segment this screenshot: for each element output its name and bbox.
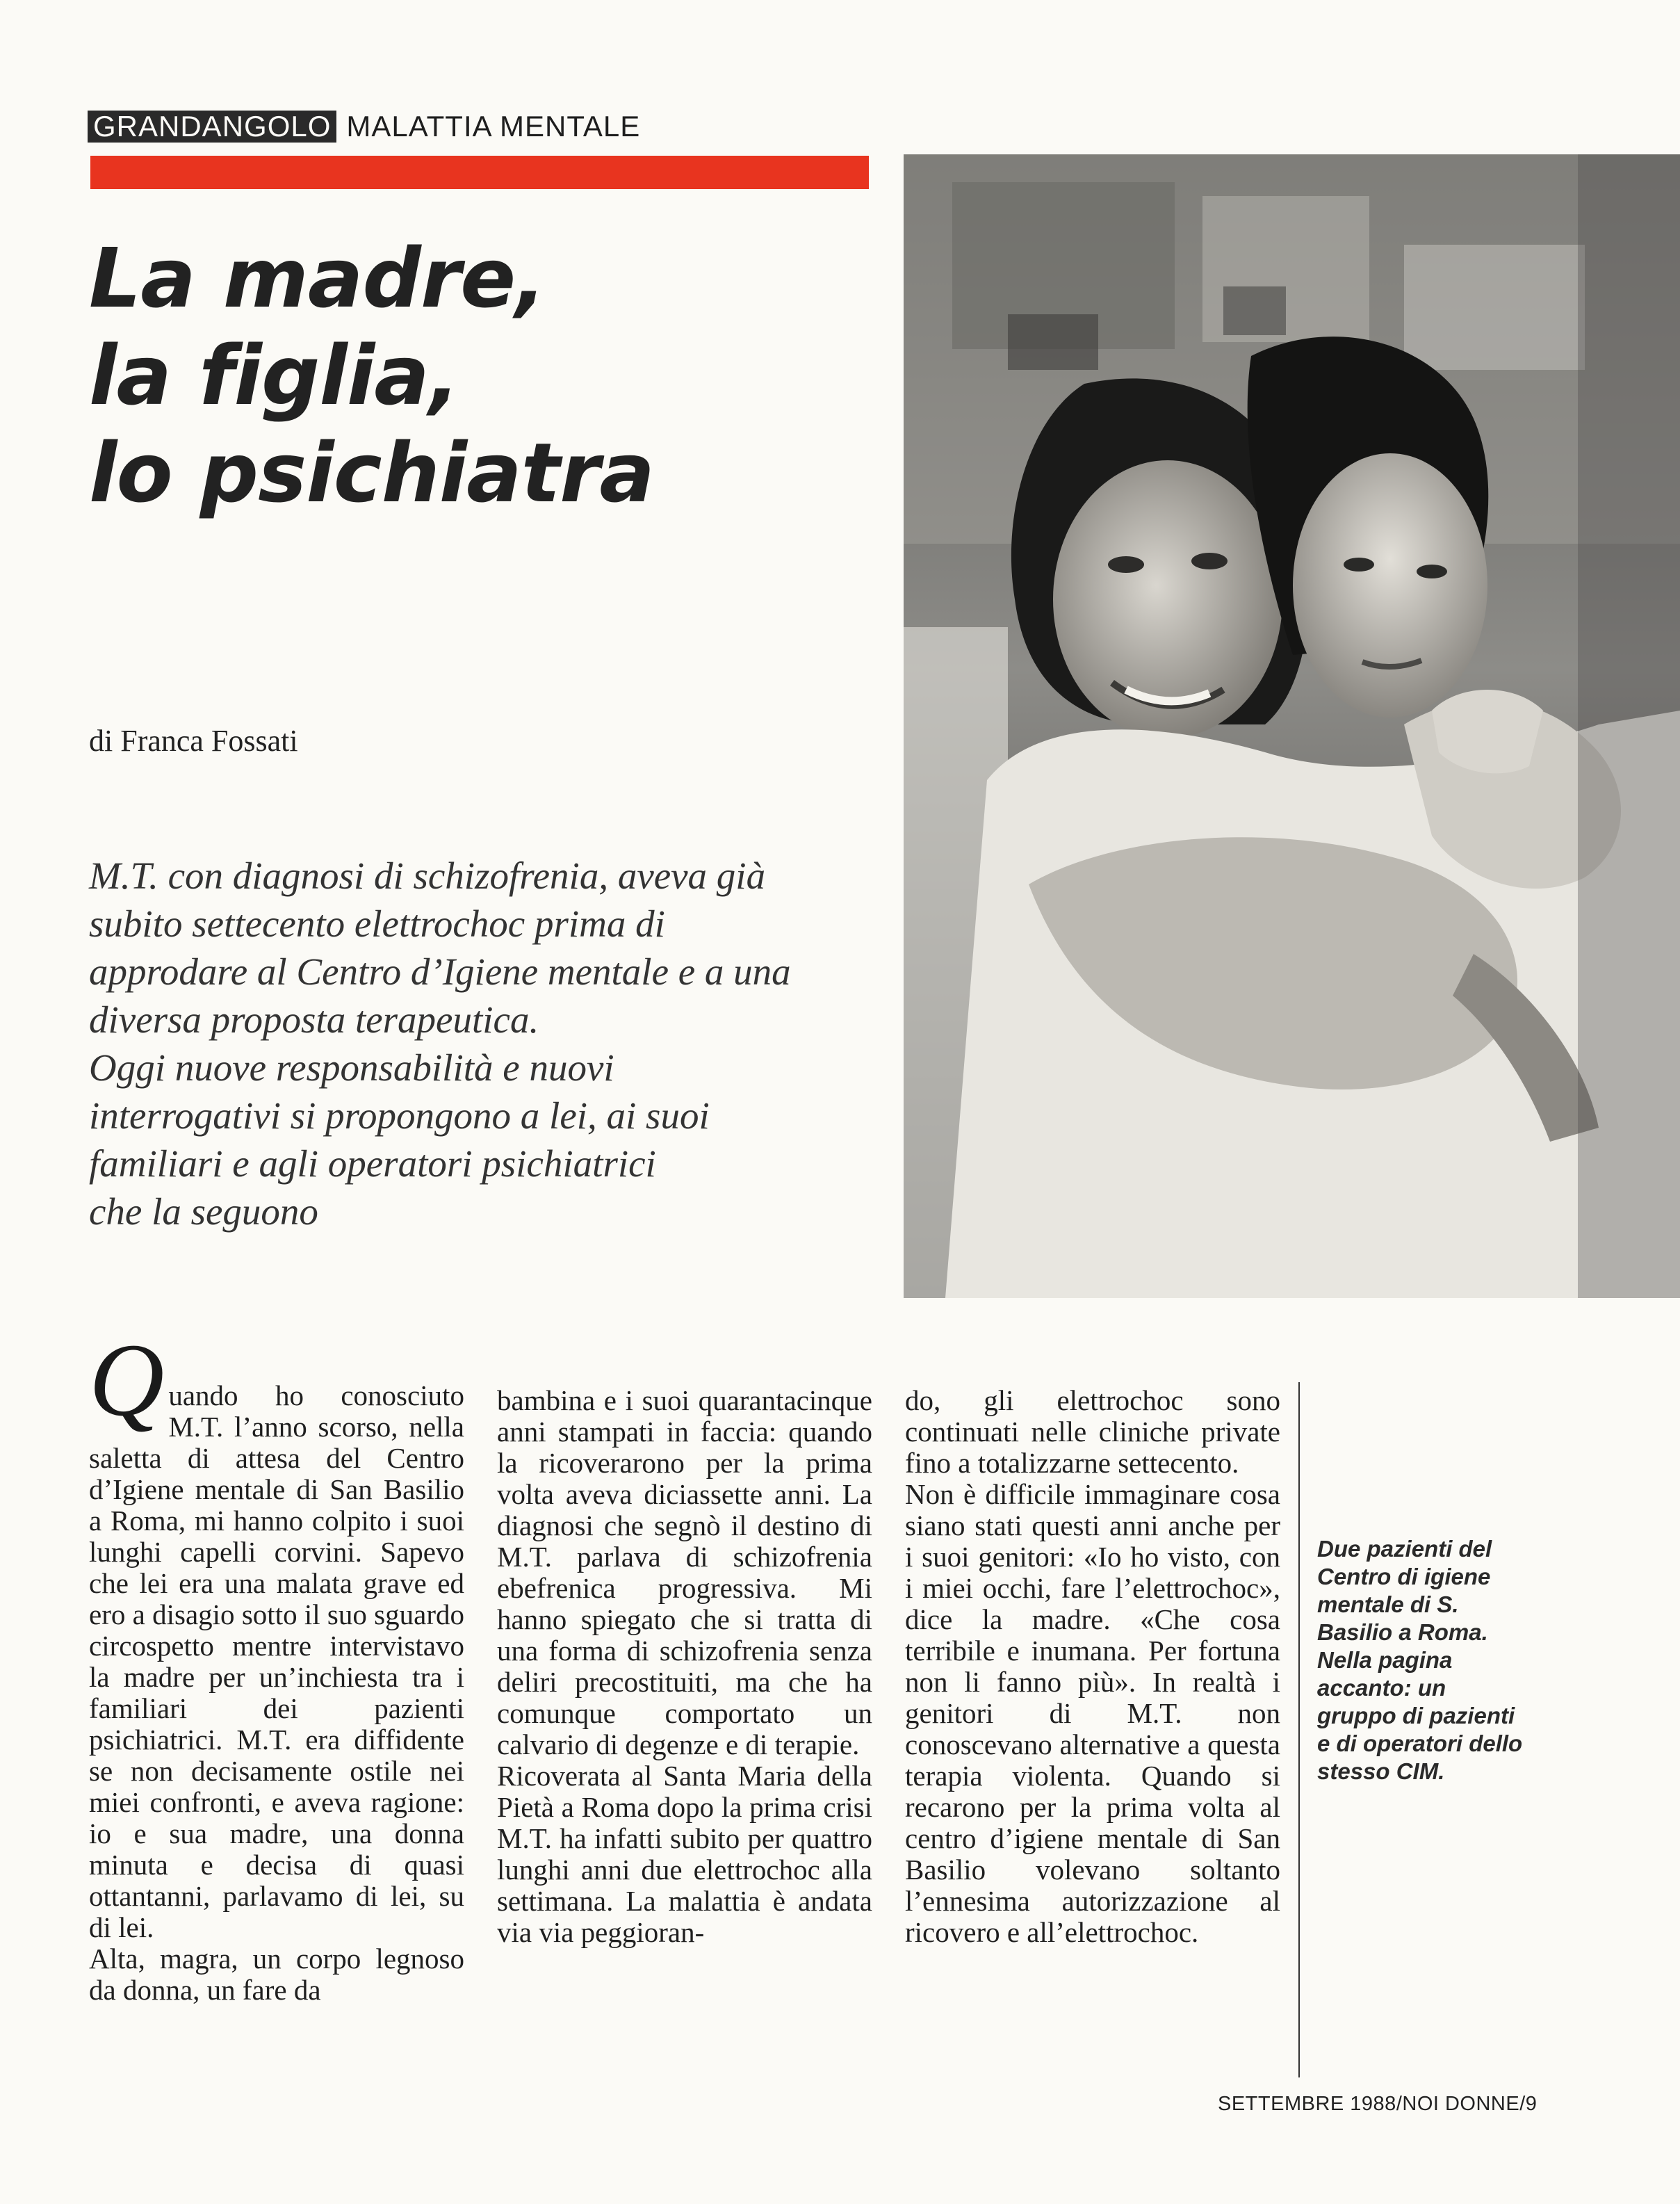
body-column-1 — [89, 1322, 464, 2006]
photo-caption: Due pazienti del Centro di igiene mentale di S. Basilio a Roma. Nella pagina accanto: un gruppo di pazienti e di operatori dello stesso CIM. — [1317, 1536, 1523, 1784]
headline-line-2: la figlia, — [89, 327, 459, 423]
body-column-3 — [905, 1385, 1280, 1948]
section-tag — [88, 108, 640, 145]
lead-line: che la seguono — [89, 1190, 318, 1233]
body-paragraph: Ricoverata al Santa Maria della Pietà a Roma dopo la prima crisi M.T. ha infatti subito per quattro lunghi anni due elettrochoc alla settimana. La malattia è andata via via peggioran- — [497, 1760, 872, 1948]
lead-line: Oggi nuove responsabilità e nuovi — [89, 1046, 614, 1089]
column-divider — [1298, 1382, 1300, 2077]
lead-line: interrogativi si propongono a lei, ai suoi — [89, 1094, 710, 1137]
lead-line: approdare al Centro d’Igiene mentale e a una — [89, 950, 791, 993]
lead-line: diversa proposta terapeutica. — [89, 998, 539, 1041]
lead-paragraph — [89, 852, 881, 1235]
body-paragraph: bambina e i suoi quarantacinque anni stampati in faccia: quando la ricoverarono per la prima volta aveva diciassette anni. La diagnosi che segnò il destino di M.T. parlava di schizofrenia ebefrenica progressiva. Mi hanno spiegato che si tratta di una forma di schizofrenia senza deliri precostituiti, ma che ha comunque comportato un calvario di degenze e di terapie. — [497, 1384, 872, 1760]
lead-line: subito settecento elettrochoc prima di — [89, 902, 665, 945]
drop-cap: Q — [89, 1322, 165, 1438]
body-paragraph: uando ho conosciuto M.T. l’anno scorso, nella saletta di attesa del Centro d’Igiene mentale di San Basilio a Roma, mi hanno colpito i suoi lunghi capelli corvini. Sapevo che lei era una malata grave ed ero a disagio sotto il suo sguardo circospetto mentre intervistavo la madre per un’inchiesta tra i familiari dei pazienti psichiatrici. M.T. era diffidente se non decisamente ostile nei miei confronti, e aveva ragione: io e sua madre, una donna minuta e decisa di quasi ottantanni, parlavamo di lei, su di lei. — [89, 1379, 464, 1943]
headline-line-3: lo psichiatra — [89, 425, 654, 521]
byline: di Franca Fossati — [89, 724, 298, 758]
body-column-2 — [497, 1385, 872, 1948]
lead-line: familiari e agli operatori psichiatrici — [89, 1142, 656, 1185]
body-paragraph: do, gli elettrochoc sono continuati nelle cliniche private fino a totalizzarne settecento. — [905, 1384, 1280, 1479]
body-paragraph: Non è difficile immaginare cosa siano stati questi anni anche per i suoi genitori: «Io ho visto, con i miei occhi, fare l’elettrochoc», dice la madre. «Che cosa terribile e inumana. Per fortuna non li fanno più». In realtà i genitori di M.T. non conoscevano alternative a questa terapia violenta. Quando si recarono per la prima volta al centro d’igiene mentale di San Basilio volevano soltanto l’ennesima autorizzazione al ricovero e all’elettrochoc. — [905, 1478, 1280, 1948]
body-paragraph: Alta, magra, un corpo legnoso da donna, un fare da — [89, 1943, 464, 2006]
photo-two-patients — [904, 154, 1680, 1298]
accent-red-bar — [90, 156, 869, 189]
section-topic: MALATTIA MENTALE — [346, 110, 641, 143]
section-label: GRANDANGOLO — [88, 111, 336, 143]
page-folio: SETTEMBRE 1988/NOI DONNE/9 — [1218, 2093, 1538, 2115]
headline — [89, 229, 867, 521]
headline-line-1: La madre, — [89, 230, 546, 326]
lead-line: M.T. con diagnosi di schizofrenia, aveva già — [89, 854, 766, 897]
